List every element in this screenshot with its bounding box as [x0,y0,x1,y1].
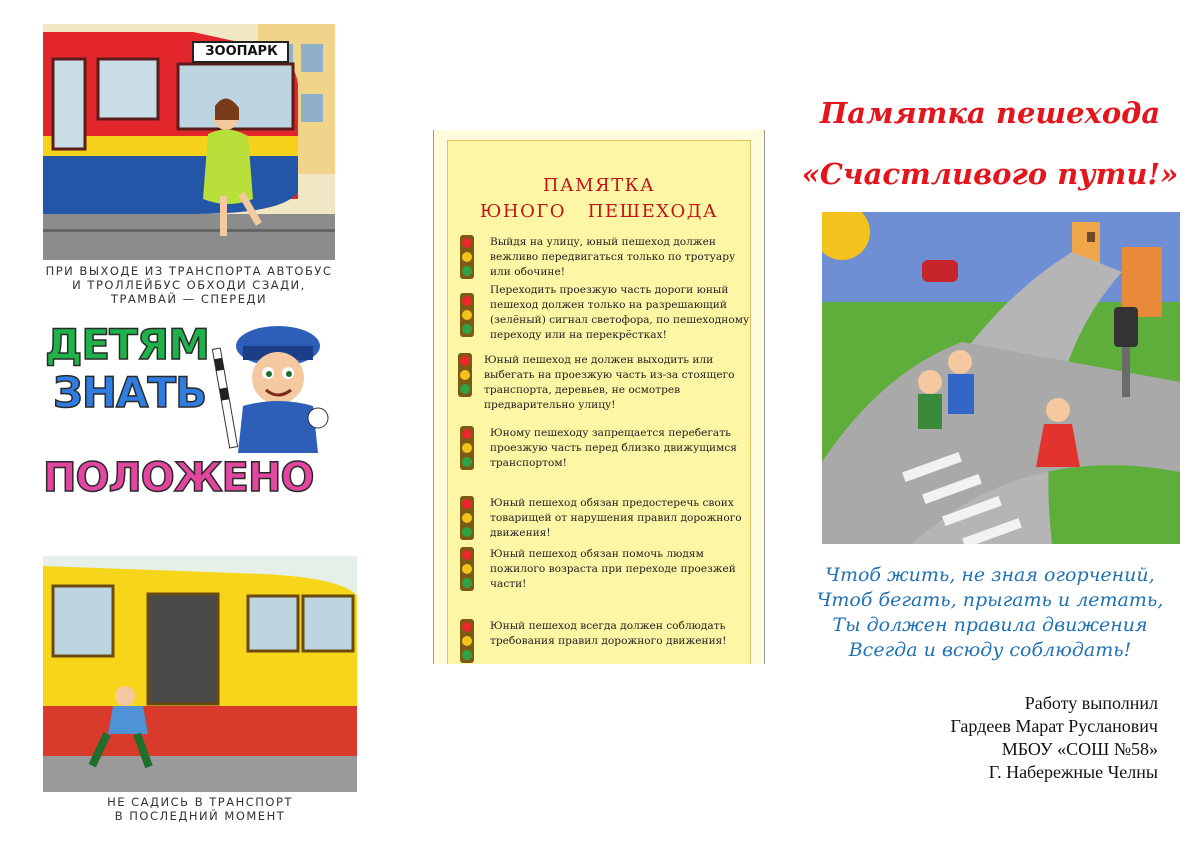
memo-title-line2: ЮНОГО ПЕШЕХОДА [479,201,719,222]
author-line-3: МБОУ «СОШ №58» [1001,739,1158,759]
caption-exit-rule: ПРИ ВЫХОДЕ ИЗ ТРАНСПОРТА АВТОБУС И ТРОЛЛЕЙБУС ОБХОДИ СЗАДИ, ТРАМВАЙ — СПЕРЕДИ [45,264,333,306]
policeman-illustration [203,318,343,458]
leaflet-subtitle: «Счастливого пути!» [801,157,1179,191]
slogan-word-2: ЗНАТЬ [53,368,207,417]
author-block [950,692,1158,784]
traffic-light-icon [460,235,474,279]
poem-block [800,563,1180,663]
traffic-light-icon [460,547,474,591]
traffic-light-icon [460,619,474,663]
poem-line-3: Ты должен правила движения [832,614,1148,636]
tram-exit-illustration [43,24,335,260]
children-crossing-drawing [822,212,1180,544]
poem-line-4: Всегда и всюду соблюдать! [848,639,1132,661]
traffic-light-icon [460,293,474,337]
traffic-light-icon [458,353,472,397]
memo-inner-frame: ПАМЯТКА ЮНОГО ПЕШЕХОДА Выйдя на улицу, юный пешеход должен вежливо передвигаться только по тротуару или обочине! Переходить проезжую часть дороги юный пешеход должен только на разрешающий (зелёный) сигнал светофора, по пешеходному переходу или на перекрёстках! Юный пешеход не должен выходить или выбегать на проезжую часть из-за стоящего транспорта, деревьев, не осмотрев предварительно улицу! Юному пешеходу запрещается перебегать проезжую часть перед близко движущимся транспортом! Юный пешеход обязан предостеречь своих товарищей от нарушения правил дорожного движения! Юный пешеход обязан помочь людям пожилого возраста при переходе проезжей части! Юный пешеход всегда должен соблюдать требования правил дорожного движения! [447,140,751,664]
memo-title-line1: ПАМЯТКА [542,175,656,196]
pedestrian-memo-panel [433,130,765,664]
poem-line-1: Чтоб жить, не зная огорчений, [825,564,1155,586]
leaflet-title: Памятка пешехода [819,96,1161,130]
author-line-2: Гардеев Марат Русланович [950,716,1158,736]
caption-boarding-rule: НЕ САДИСЬ В ТРАНСПОРТ В ПОСЛЕДНИЙ МОМЕНТ [107,795,293,823]
traffic-light-icon [460,496,474,540]
tram-destination-sign: ЗООПАРК [205,44,278,59]
slogan-block [43,318,343,503]
poem-line-2: Чтоб бегать, прыгать и летать, [816,589,1164,611]
tram-boarding-illustration [43,556,357,792]
author-line-1: Работу выполнил [1024,693,1158,713]
slogan-word-1: ДЕТЯМ [45,320,209,369]
slogan-word-3: ПОЛОЖЕНО [43,455,314,501]
traffic-light-icon [460,426,474,470]
author-line-4: Г. Набережные Челны [988,762,1158,782]
